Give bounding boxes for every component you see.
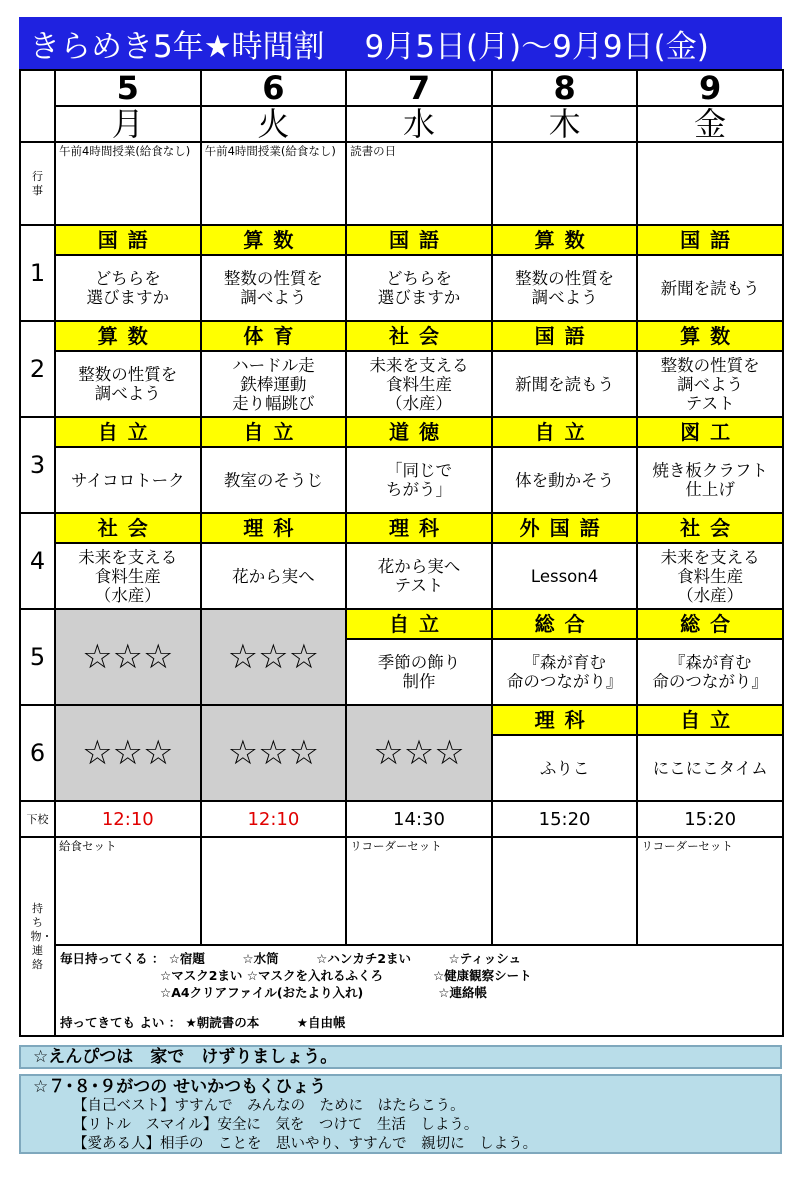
items-label-cell — [20, 837, 55, 1036]
weekday-label: 水 — [402, 106, 435, 142]
subject-cell: 国語 — [55, 225, 201, 255]
event-cell: 午前4時間授業(給食なし) — [55, 142, 201, 225]
lesson-content-cell: 整数の性質を 調べよう テスト — [637, 351, 783, 417]
lesson-content-cell: 『森が育む 命のつながり』 — [492, 639, 638, 705]
subject-cell: 自立 — [201, 417, 347, 447]
life-goal-line: 【リトル スマイル】安全に 気を つけて 生活 しよう。 — [73, 1117, 479, 1133]
day-number-cell — [492, 70, 638, 106]
event-cell — [637, 142, 783, 225]
weekday-cell — [55, 106, 201, 142]
lesson-content-cell: 焼き板クラフト 仕上げ — [637, 447, 783, 513]
subject-cell: 国語 — [492, 321, 638, 351]
lesson-content-cell: 体を動かそう — [492, 447, 638, 513]
lesson-content-cell: 整数の性質を 調べよう — [492, 255, 638, 321]
period-number: 1 — [29, 259, 46, 287]
lesson-content-cell: 新聞を読もう — [637, 255, 783, 321]
subject-cell: 社会 — [346, 321, 492, 351]
day-number: 8 — [553, 70, 576, 106]
weekday-cell — [492, 106, 638, 142]
period-number-cell — [20, 417, 55, 513]
items-label: 持ち物・連絡 — [30, 901, 53, 971]
subject-cell: 国語 — [637, 225, 783, 255]
period-number: 3 — [29, 451, 46, 479]
period-subject-row — [20, 705, 783, 735]
subject-cell: 総合 — [637, 609, 783, 639]
event-row — [20, 142, 783, 225]
lesson-content-cell: 『森が育む 命のつながり』 — [637, 639, 783, 705]
subject-cell: 理科 — [346, 513, 492, 543]
period-subject-row — [20, 417, 783, 447]
dismissal-label: 下校 — [26, 812, 49, 826]
lesson-content-cell: ハードル走 鉄棒運動 走り幅跳び — [201, 351, 347, 417]
daily-items-cell — [55, 945, 783, 1036]
subject-cell: 自立 — [492, 417, 638, 447]
subject-cell: 総合 — [492, 609, 638, 639]
weekday-label: 金 — [694, 106, 727, 142]
period-subject-row — [20, 321, 783, 351]
dismissal-label-cell — [20, 801, 55, 837]
period-content-row — [20, 255, 783, 321]
subject-cell: 国語 — [346, 225, 492, 255]
event-label: 行事 — [32, 169, 43, 197]
daily-items-row — [20, 945, 783, 1036]
daily-items-line: ☆A4クリアファイル(おたより入れ) ☆連絡帳 — [60, 985, 487, 1000]
lesson-content-cell: ふりこ — [492, 735, 638, 801]
timetable — [19, 69, 784, 1037]
day-number: 9 — [699, 70, 722, 106]
day-number-cell — [201, 70, 347, 106]
empty-period-cell: ☆☆☆ — [201, 609, 347, 705]
period-number-cell — [20, 705, 55, 801]
period-number-cell — [20, 225, 55, 321]
subject-cell: 体育 — [201, 321, 347, 351]
lesson-content-cell: にこにこタイム — [637, 735, 783, 801]
items-cell — [201, 837, 347, 945]
event-cell: 午前4時間授業(給食なし) — [201, 142, 347, 225]
items-cell — [492, 837, 638, 945]
subject-cell: 図工 — [637, 417, 783, 447]
period-subject-row — [20, 609, 783, 639]
lesson-content-cell: 整数の性質を 調べよう — [55, 351, 201, 417]
weekday-label: 木 — [548, 106, 581, 142]
empty-period-cell: ☆☆☆ — [55, 609, 201, 705]
subject-cell: 理科 — [492, 705, 638, 735]
day-number: 6 — [262, 70, 285, 106]
weekday-cell — [637, 106, 783, 142]
lesson-content-cell: Lesson4 — [492, 543, 638, 609]
event-label-cell — [20, 142, 55, 225]
lesson-content-cell: サイコロトーク — [55, 447, 201, 513]
empty-period-cell: ☆☆☆ — [55, 705, 201, 801]
weekday-row — [20, 106, 783, 142]
dismissal-row — [20, 801, 783, 837]
day-number-cell — [637, 70, 783, 106]
subject-cell: 自立 — [346, 609, 492, 639]
dismissal-time: 15:20 — [637, 801, 783, 837]
subject-cell: 算数 — [55, 321, 201, 351]
lesson-content-cell: どちらを 選びますか — [346, 255, 492, 321]
period-number-cell — [20, 609, 55, 705]
subject-cell: 理科 — [201, 513, 347, 543]
corner-cell — [20, 70, 55, 142]
items-cell: リコーダーセット — [637, 837, 783, 945]
event-cell — [492, 142, 638, 225]
subject-cell: 自立 — [637, 705, 783, 735]
subject-cell: 算数 — [492, 225, 638, 255]
period-content-row — [20, 447, 783, 513]
period-number-cell — [20, 513, 55, 609]
subject-cell: 外国語 — [492, 513, 638, 543]
life-goal-line: 【愛ある人】相手の ことを 思いやり、すすんで 親切に しよう。 — [73, 1136, 538, 1152]
period-number: 6 — [29, 739, 46, 767]
period-number: 4 — [29, 547, 46, 575]
title-bar — [19, 17, 782, 69]
life-goals-note — [19, 1074, 782, 1154]
items-cell: 給食セット — [55, 837, 201, 945]
lesson-content-cell: 教室のそうじ — [201, 447, 347, 513]
weekday-cell — [201, 106, 347, 142]
lesson-content-cell: どちらを 選びますか — [55, 255, 201, 321]
event-cell: 読書の日 — [346, 142, 492, 225]
lesson-content-cell: 新聞を読もう — [492, 351, 638, 417]
dismissal-time: 15:20 — [492, 801, 638, 837]
period-number-cell — [20, 321, 55, 417]
day-number-cell — [346, 70, 492, 106]
empty-period-cell: ☆☆☆ — [346, 705, 492, 801]
subject-cell: 社会 — [55, 513, 201, 543]
dismissal-time: 12:10 — [55, 801, 201, 837]
period-content-row — [20, 543, 783, 609]
daily-items-line: 毎日持ってくる ： ☆宿題 ☆水筒 ☆ハンカチ2まい ☆ティッシュ — [60, 951, 521, 966]
day-number-cell — [55, 70, 201, 106]
weekday-label: 月 — [111, 106, 144, 142]
subject-cell: 社会 — [637, 513, 783, 543]
period-number: 2 — [29, 355, 46, 383]
period-subject-row — [20, 225, 783, 255]
day-number: 7 — [407, 70, 431, 106]
optional-items-line: 持ってきても よい ： ★朝読書の本 ★自由帳 — [60, 1015, 346, 1030]
life-goal-line: 【自己ベスト】すすんで みんなの ために はたらこう。 — [73, 1098, 465, 1114]
dismissal-time: 12:10 — [201, 801, 347, 837]
subject-cell: 算数 — [201, 225, 347, 255]
pencil-note: ☆えんぴつは 家で けずりましょう。 — [19, 1045, 782, 1069]
date-row — [20, 70, 783, 106]
lesson-content-cell: 未来を支える 食料生産 （水産） — [637, 543, 783, 609]
subject-cell: 道徳 — [346, 417, 492, 447]
subject-cell: 自立 — [55, 417, 201, 447]
items-row — [20, 837, 783, 945]
daily-items-line: ☆マスク2まい ☆マスクを入れるふくろ ☆健康観察シート — [60, 968, 532, 983]
lesson-content-cell: 未来を支える 食料生産 （水産） — [346, 351, 492, 417]
lesson-content-cell: 花から実へ — [201, 543, 347, 609]
lesson-content-cell: 未来を支える 食料生産 （水産） — [55, 543, 201, 609]
day-number: 5 — [116, 70, 139, 106]
period-subject-row — [20, 513, 783, 543]
items-cell: リコーダーセット — [346, 837, 492, 945]
dismissal-time: 14:30 — [346, 801, 492, 837]
life-goals-title: ☆７･８･９がつの せいかつもくひょう — [33, 1077, 327, 1097]
lesson-content-cell: 季節の飾り 制作 — [346, 639, 492, 705]
page-title: きらめき5年★時間割 — [29, 28, 325, 65]
date-range: 9月5日(月)～9月9日(金) — [364, 28, 709, 65]
lesson-content-cell: 「同じで ちがう」 — [346, 447, 492, 513]
period-number: 5 — [29, 643, 46, 671]
weekday-label: 火 — [257, 106, 290, 142]
lesson-content-cell: 花から実へ テスト — [346, 543, 492, 609]
period-content-row — [20, 351, 783, 417]
weekday-cell — [346, 106, 492, 142]
subject-cell: 算数 — [637, 321, 783, 351]
empty-period-cell: ☆☆☆ — [201, 705, 347, 801]
lesson-content-cell: 整数の性質を 調べよう — [201, 255, 347, 321]
